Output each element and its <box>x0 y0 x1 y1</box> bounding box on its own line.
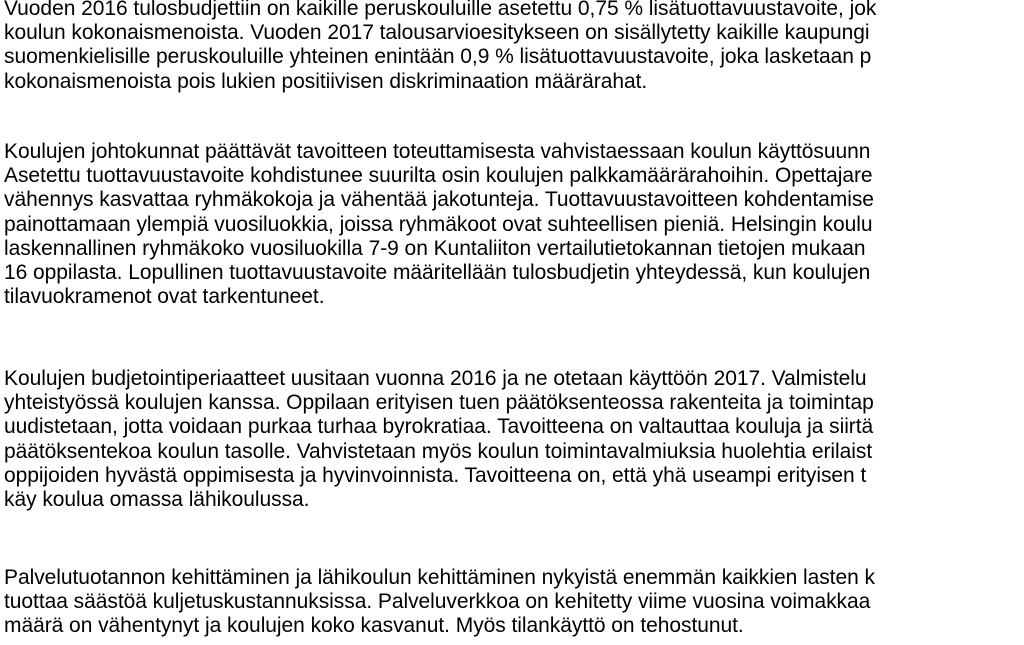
text-line: 16 oppilasta. Lopullinen tuottavuustavoite määritellään tulosbudjetin yhteydessä, kun koulujen <box>4 261 871 285</box>
text-line: Asetettu tuottavuustavoite kohdistunee suurilta osin koulujen palkkamäärärahoihin. Opettajare <box>4 164 873 188</box>
text-line: uudistetaan, jotta voidaan purkaa turhaa byrokratiaa. Tavoitteena on valtauttaa kouluja ja siirtä <box>4 415 874 439</box>
text-line: laskennallinen ryhmäkoko vuosiluokilla 7-9 on Kuntaliiton vertailutietokannan tietojen mukaan <box>4 236 866 260</box>
text-line: Koulujen johtokunnat päättävät tavoitteen toteuttamisesta vahvistaessaan koulun käyttösuunn <box>4 140 871 163</box>
text-line: käy koulua omassa lähikoulussa. <box>4 488 310 512</box>
text-line: tilavuokramenot ovat tarkentuneet. <box>4 285 325 309</box>
paragraph-productivity-target <box>4 0 1024 94</box>
paragraph-school-boards <box>4 140 1024 309</box>
text-line: vähennys kasvattaa ryhmäkokoja ja vähentää jakotunteja. Tuottavuustavoitteen kohdentamise <box>4 188 874 212</box>
text-line: tuottaa säästöä kuljetuskustannuksissa. Palveluverkkoa on kehitetty viime vuosina voimakkaa <box>4 590 871 614</box>
text-line: Palvelutuotannon kehittäminen ja lähikoulun kehittäminen nykyistä enemmän kaikkien lasten k <box>4 566 875 589</box>
text-line: päätöksentekoa koulun tasolle. Vahvistetaan myös koulun toimintavalmiuksia huolehtia erilaist <box>4 439 873 463</box>
text-line: Vuoden 2016 tulosbudjettiin on kaikille peruskouluille asetettu 0,75 % lisätuottavuustavoite, jok <box>4 0 877 20</box>
paragraph-budgeting-principles <box>4 367 1024 512</box>
paragraph-service-development <box>4 566 1024 639</box>
text-line: oppijoiden hyvästä oppimisesta ja hyvinvoinnista. Tavoitteena on, että yhä useampi erityisen t <box>4 463 867 487</box>
text-line: yhteistyössä koulujen kanssa. Oppilaan erityisen tuen päätöksenteossa rakenteita ja toimintap <box>4 391 874 415</box>
text-line: suomenkielisille peruskouluille yhteinen enintään 0,9 % lisätuottavuustavoite, joka lasketaan p <box>4 45 872 69</box>
text-line: painottamaan ylempiä vuosiluokkia, joissa ryhmäkoot ovat suhteellisen pieniä. Helsingin koulu <box>4 212 873 236</box>
text-line: määrä on vähentynyt ja koulujen koko kasvanut. Myös tilankäyttö on tehostunut. <box>4 614 744 638</box>
text-line: koulun kokonaismenoista. Vuoden 2017 talousarvioesitykseen on sisällytetty kaikille kaupungi <box>4 21 870 45</box>
text-line: Koulujen budjetointiperiaatteet uusitaan vuonna 2016 ja ne otetaan käyttöön 2017. Valmistelu <box>4 367 867 390</box>
text-line: kokonaismenoista pois lukien positiivisen diskriminaation määrärahat. <box>4 69 648 93</box>
